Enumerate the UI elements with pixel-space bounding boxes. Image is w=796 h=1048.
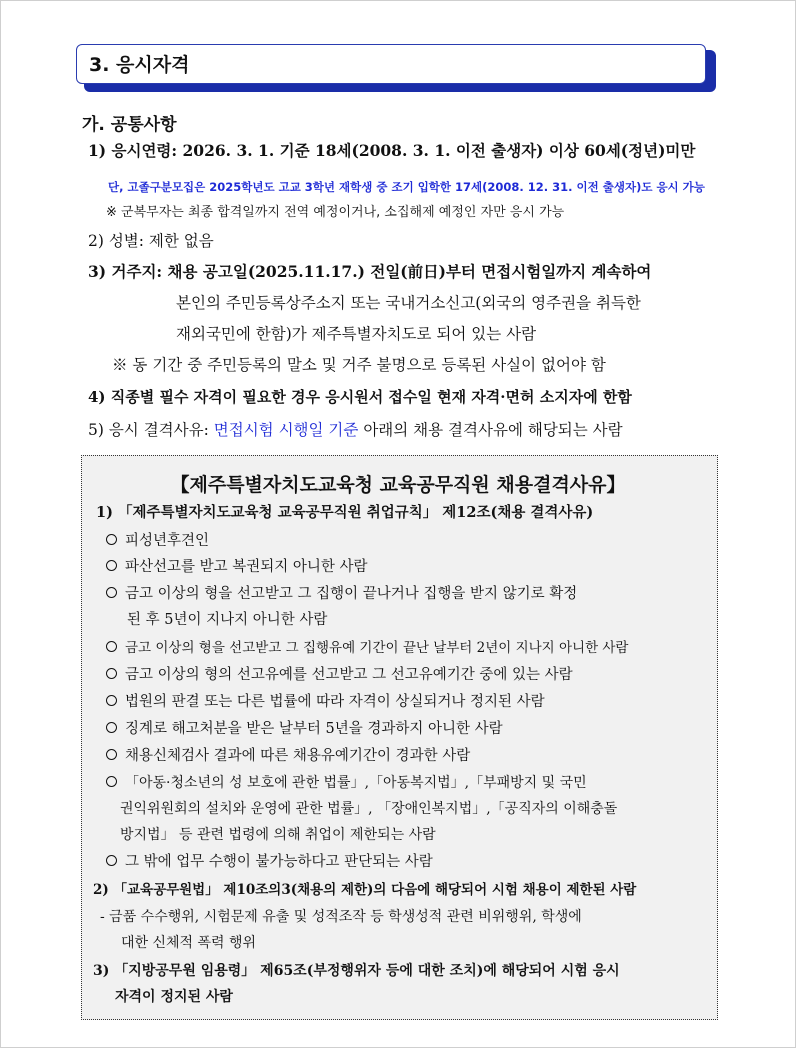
list-item: 「아동·청소년의 성 보호에 관한 법률」,「아동복지법」,「부패방지 및 국민 [106,773,587,793]
list-item: 금고 이상의 형의 선고유예를 선고받고 그 선고유예기간 중에 있는 사람 [106,665,573,685]
circle-bullet-icon [106,695,117,706]
circle-bullet-icon [106,722,117,733]
gender-requirement: 2) 성별: 제한 없음 [88,232,214,250]
disqualification-prefix: 5) 응시 결격사유: [88,421,209,439]
residence-line-3: 재외국민에 한함)가 제주특별자치도로 되어 있는 사람 [176,325,537,343]
list-item: 채용신체검사 결과에 따른 채용유예기간이 경과한 사람 [106,746,470,766]
circle-bullet-icon [106,776,117,787]
list-item: 금고 이상의 형을 선고받고 그 집행이 끝나거나 집행을 받지 않기로 확정 [106,584,577,604]
rule-2-detail-1: - 금품 수수행위, 시험문제 유출 및 성적조작 등 학생성적 관련 비위행위, 학생에 [100,909,582,925]
list-item-continued: 권익위원회의 설치와 운영에 관한 법률」, 「장애인복지법」,「공직자의 이해충돌 [120,801,618,817]
disqualification-line [88,420,623,440]
section-header [76,44,716,92]
military-note: ※ 군복무자는 최종 합격일까지 전역 예정이거나, 소집해제 예정인 자만 응시 가능 [106,205,565,220]
circle-bullet-icon [106,587,117,598]
residence-line-2: 본인의 주민등록상주소지 또는 국내거소신고(외국의 영주권을 취득한 [176,294,641,312]
residence-note: ※ 동 기간 중 주민등록의 말소 및 거주 불명으로 등록된 사실이 없어야 함 [112,356,606,374]
circle-bullet-icon [106,749,117,760]
rule-3-continued: 자격이 정지된 사람 [115,989,233,1005]
disqualification-suffix: 아래의 채용 결격사유에 해당되는 사람 [363,421,623,439]
subheading: 가. 공통사항 [82,115,177,135]
disqualification-date: 면접시험 시행일 기준 [213,421,359,439]
circle-bullet-icon [106,560,117,571]
rule-2: 2) 「교육공무원법」 제10조의3(채용의 제한)의 다음에 해당되어 시험 채용이 제한된 사람 [93,882,637,898]
list-item: 징계로 해고처분을 받은 날부터 5년을 경과하지 아니한 사람 [106,719,503,739]
list-item-continued: 방지법」 등 관련 법령에 의해 취업이 제한되는 사람 [120,827,436,843]
list-item-continued: 된 후 5년이 지나지 아니한 사람 [127,612,328,628]
circle-bullet-icon [106,855,117,866]
rule-3: 3) 「지방공무원 임용령」 제65조(부정행위자 등에 대한 조치)에 해당되어 시험 응시 [93,963,620,979]
section-title: 3. 응시자격 [76,44,706,84]
age-requirement: 1) 응시연령: 2026. 3. 1. 기준 18세(2008. 3. 1. 이전 출생자) 이상 60세(정년)미만 [88,141,696,160]
rule-2-detail-2: 대한 신체적 폭력 행위 [121,935,257,951]
rule-1: 1) 「제주특별자치도교육청 교육공무직원 취업규칙」 제12조(채용 결격사유) [96,504,594,521]
list-item: 피성년후견인 [106,531,209,551]
license-requirement: 4) 직종별 필수 자격이 필요한 경우 응시원서 접수일 현재 자격·면허 소지자에 한함 [88,388,632,406]
list-item: 파산선고를 받고 복권되지 아니한 사람 [106,557,368,577]
list-item: 그 밖에 업무 수행이 불가능하다고 판단되는 사람 [106,852,433,872]
circle-bullet-icon [106,668,117,679]
list-item: 금고 이상의 형을 선고받고 그 집행유예 기간이 끝난 날부터 2년이 지나지 아니한 사람 [106,638,628,658]
box-title: 【제주특별자치도교육청 교육공무직원 채용결격사유】 [170,474,626,496]
circle-bullet-icon [106,534,117,545]
age-note: 단, 고졸구분모집은 2025학년도 고교 3학년 재학생 중 조기 입학한 17세(2008. 12. 31. 이전 출생자)도 응시 가능 [108,180,705,194]
residence-line-1: 3) 거주지: 채용 공고일(2025.11.17.) 전일(前日)부터 면접시험일까지 계속하여 [88,262,652,281]
circle-bullet-icon [106,641,117,652]
list-item: 법원의 판결 또는 다른 법률에 따라 자격이 상실되거나 정지된 사람 [106,692,545,712]
